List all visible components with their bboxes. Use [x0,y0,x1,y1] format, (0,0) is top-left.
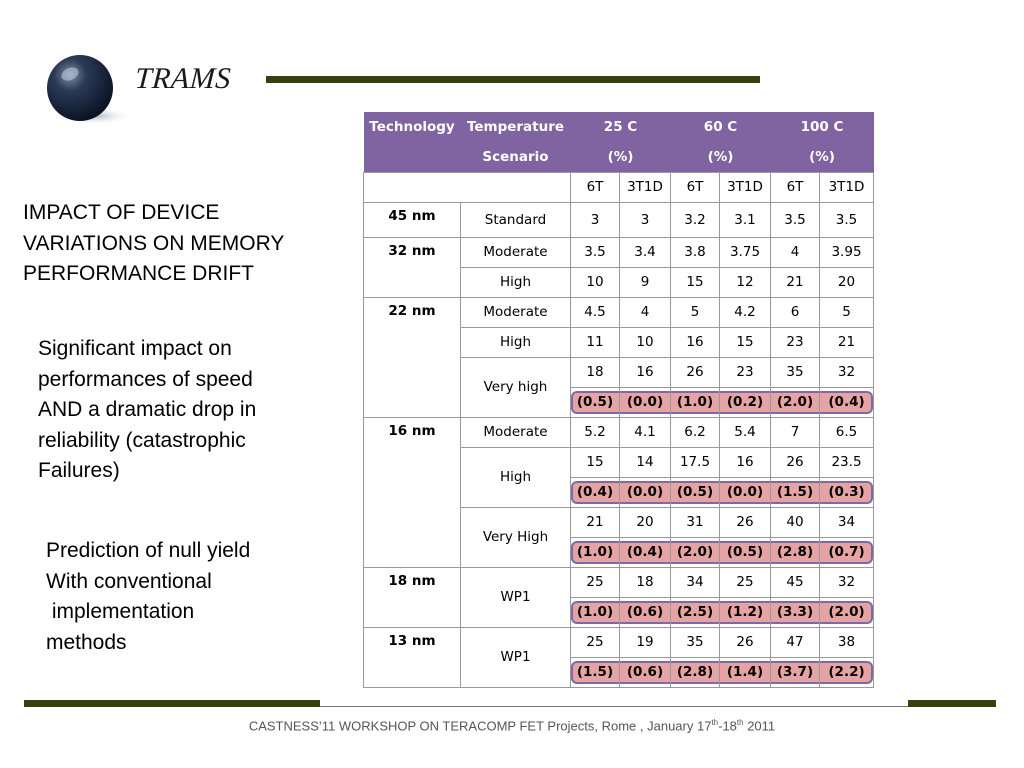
value-cell: 5 [671,297,720,327]
value-cell: 32 [820,567,874,597]
value-cell: 21 [571,507,620,537]
scenario-cell: Moderate [461,297,571,327]
header-cell: Scenario [482,148,549,165]
header-cell: (%) [809,148,835,165]
diff-cell [671,657,720,687]
diff-cell [820,387,874,417]
diff-cell [720,387,771,417]
diff-value: (2.8) [776,544,814,560]
scenario-cell: High [461,327,571,357]
value-cell: 31 [671,507,720,537]
text-line: AND a dramatic drop in [38,398,257,421]
diff-cell [571,387,620,417]
value-cell: 3.1 [720,202,771,237]
diff-value: (1.5) [576,664,614,680]
diff-value: (0.4) [828,394,865,410]
heading-line: IMPACT OF DEVICE [23,201,220,224]
diff-value: (1.5) [776,484,814,500]
header-cell: Temperature [466,119,565,135]
text-line: With conventional [46,569,212,593]
diff-cell [620,387,671,417]
text-line: Significant impact on [38,337,232,360]
value-cell: 3 [620,202,671,237]
subheader-cell: 3T1D [720,172,771,202]
diff-cell [571,477,620,507]
value-cell: 4.2 [720,297,771,327]
value-cell: 20 [820,267,874,297]
value-cell: 5.4 [720,417,771,447]
diff-value: (1.2) [726,604,764,620]
tech-cell: 18 nm [364,567,461,627]
trams-logo [40,50,240,130]
diff-value: (0.4) [626,544,664,560]
subheader-cell: 6T [671,172,720,202]
diff-cell [671,537,720,567]
tech-cell: 13 nm [364,627,461,687]
diff-cell [620,597,671,627]
diff-cell [720,657,771,687]
value-cell: 18 [571,357,620,387]
diff-cell [820,477,874,507]
diff-cell [571,657,620,687]
header-cell: (%) [707,148,734,165]
value-cell: 3.5 [820,202,874,237]
diff-value: (2.8) [676,664,714,680]
scenario-cell: Moderate [461,417,571,447]
header-cell: 100 C [800,119,844,135]
diff-cell [820,597,874,627]
table-row [364,297,874,327]
top-divider-bar [266,76,760,83]
diff-value: (1.4) [726,664,764,680]
variation-table [363,112,874,688]
subheader-cell: 6T [771,172,820,202]
text-line: reliability (catastrophic [38,428,246,452]
diff-value: (1.0) [576,604,614,620]
tech-cell: 32 nm [364,237,461,297]
diff-value: (0.5) [726,544,764,560]
value-cell: 5.2 [571,417,620,447]
diff-value: (1.0) [576,544,614,560]
value-cell: 23 [720,357,771,387]
value-cell: 4 [620,297,671,327]
bottom-divider-left [24,700,320,707]
value-cell: 10 [620,327,671,357]
value-cell: 6 [771,297,820,327]
header-row-1 [364,112,874,142]
value-cell: 23.5 [820,447,874,477]
scenario-cell: High [461,267,571,297]
value-cell: 45 [771,567,820,597]
value-cell: 23 [771,327,820,357]
header-cell [364,142,461,172]
value-cell: 32 [820,357,874,387]
header-cell: 60 C [703,119,738,135]
blank-cell [364,172,571,202]
value-cell: 15 [720,327,771,357]
diff-cell [771,597,820,627]
footer-text: CASTNESS’11 WORKSHOP ON TERACOMP FET Projects, Rome , January 17 [248,718,712,734]
value-cell: 11 [571,327,620,357]
text-line: Prediction of null yield [46,539,251,562]
value-cell: 3.95 [820,237,874,267]
text-block-prediction [46,536,346,658]
value-cell: 26 [671,357,720,387]
diff-cell [771,657,820,687]
table-row [364,567,874,597]
footer [0,718,1024,733]
value-cell: 9 [620,267,671,297]
bottom-divider-right [908,700,996,707]
value-cell: 19 [620,627,671,657]
scenario-cell: Very high [461,357,571,417]
brand-name: TRAMS [133,62,233,95]
diff-value: (2.0) [776,394,814,410]
value-cell: 26 [720,627,771,657]
diff-cell [620,537,671,567]
value-cell: 35 [671,627,720,657]
diff-cell [571,597,620,627]
value-cell: 14 [620,447,671,477]
scenario-cell: Moderate [461,237,571,267]
header-cell: (%) [607,148,634,165]
tech-cell: 16 nm [364,417,461,567]
tech-cell: 45 nm [364,202,461,237]
table-row [364,627,874,657]
diff-cell [771,387,820,417]
value-cell: 4.5 [571,297,620,327]
value-cell: 3.5 [571,237,620,267]
diff-cell [820,537,874,567]
scenario-cell: Standard [461,202,571,237]
value-cell: 21 [771,267,820,297]
value-cell: 26 [771,447,820,477]
value-cell: 3.75 [720,237,771,267]
footer-text: -18 [718,718,737,734]
value-cell: 15 [571,447,620,477]
table-row [364,237,874,267]
diff-cell [771,537,820,567]
diff-value: (0.3) [828,484,865,500]
value-cell: 12 [720,267,771,297]
diff-value: (0.0) [626,484,664,500]
value-cell: 3.2 [671,202,720,237]
diff-value: (2.5) [676,604,714,620]
text-line: Failures) [38,459,120,482]
scenario-cell: WP1 [461,567,571,627]
table-row [364,202,874,237]
footer-sup: th [736,718,744,727]
table-body [364,172,874,687]
table-row [364,417,874,447]
value-cell: 3.5 [771,202,820,237]
value-cell: 34 [671,567,720,597]
value-cell: 40 [771,507,820,537]
value-cell: 17.5 [671,447,720,477]
subheader-cell: 3T1D [620,172,671,202]
diff-value: (0.7) [828,544,865,560]
value-cell: 16 [720,447,771,477]
diff-value: (1.0) [676,394,714,410]
scenario-cell: High [461,447,571,507]
header-cell: 25 C [603,119,638,135]
footer-text: 2011 [743,718,776,734]
tech-cell: 22 nm [364,297,461,417]
subheader-row [364,172,874,202]
diff-value: (0.2) [726,394,764,410]
value-cell: 25 [571,567,620,597]
value-cell: 3.8 [671,237,720,267]
bottom-divider-thin [320,706,908,707]
diff-value: (3.7) [776,664,814,680]
value-cell: 16 [671,327,720,357]
subheader-cell: 6T [571,172,620,202]
diff-cell [820,657,874,687]
diff-value: (2.2) [828,664,865,680]
value-cell: 21 [820,327,874,357]
diff-value: (0.5) [676,484,714,500]
diff-value: (0.0) [626,394,664,410]
value-cell: 4.1 [620,417,671,447]
value-cell: 3.4 [620,237,671,267]
value-cell: 47 [771,627,820,657]
value-cell: 20 [620,507,671,537]
value-cell: 6.5 [820,417,874,447]
diff-value: (2.0) [676,544,714,560]
value-cell: 3 [571,202,620,237]
diff-cell [720,477,771,507]
value-cell: 6.2 [671,417,720,447]
subheader-cell: 3T1D [820,172,874,202]
diff-value: (0.6) [626,604,664,620]
diff-cell [671,387,720,417]
scenario-cell: Very High [461,507,571,567]
header-cell: Technology [369,119,455,135]
diff-value: (0.6) [626,664,664,680]
scenario-cell: WP1 [461,627,571,687]
diff-cell [671,597,720,627]
sphere-icon [40,50,130,130]
value-cell: 38 [820,627,874,657]
diff-cell [571,537,620,567]
diff-cell [671,477,720,507]
text-line: performances of speed [38,367,253,391]
diff-value: (0.5) [576,394,614,410]
value-cell: 4 [771,237,820,267]
footer-sup: th [711,718,719,727]
heading-line: VARIATIONS ON MEMORY [23,231,285,255]
value-cell: 7 [771,417,820,447]
diff-value: (0.0) [726,484,764,500]
value-cell: 10 [571,267,620,297]
value-cell: 18 [620,567,671,597]
diff-cell [620,477,671,507]
diff-cell [720,537,771,567]
text-block-impact [38,334,328,487]
slide-heading [23,198,353,290]
header-row-2 [364,142,874,172]
text-line: implementation [46,600,195,623]
value-cell: 25 [720,567,771,597]
value-cell: 5 [820,297,874,327]
value-cell: 16 [620,357,671,387]
diff-cell [720,597,771,627]
value-cell: 15 [671,267,720,297]
diff-value: (3.3) [776,604,814,620]
diff-cell [620,657,671,687]
diff-cell [771,477,820,507]
value-cell: 35 [771,357,820,387]
diff-value: (2.0) [828,604,865,620]
value-cell: 25 [571,627,620,657]
text-line: methods [46,630,127,654]
value-cell: 34 [820,507,874,537]
diff-value: (0.4) [576,484,614,500]
heading-line: PERFORMANCE DRIFT [23,262,254,285]
value-cell: 26 [720,507,771,537]
